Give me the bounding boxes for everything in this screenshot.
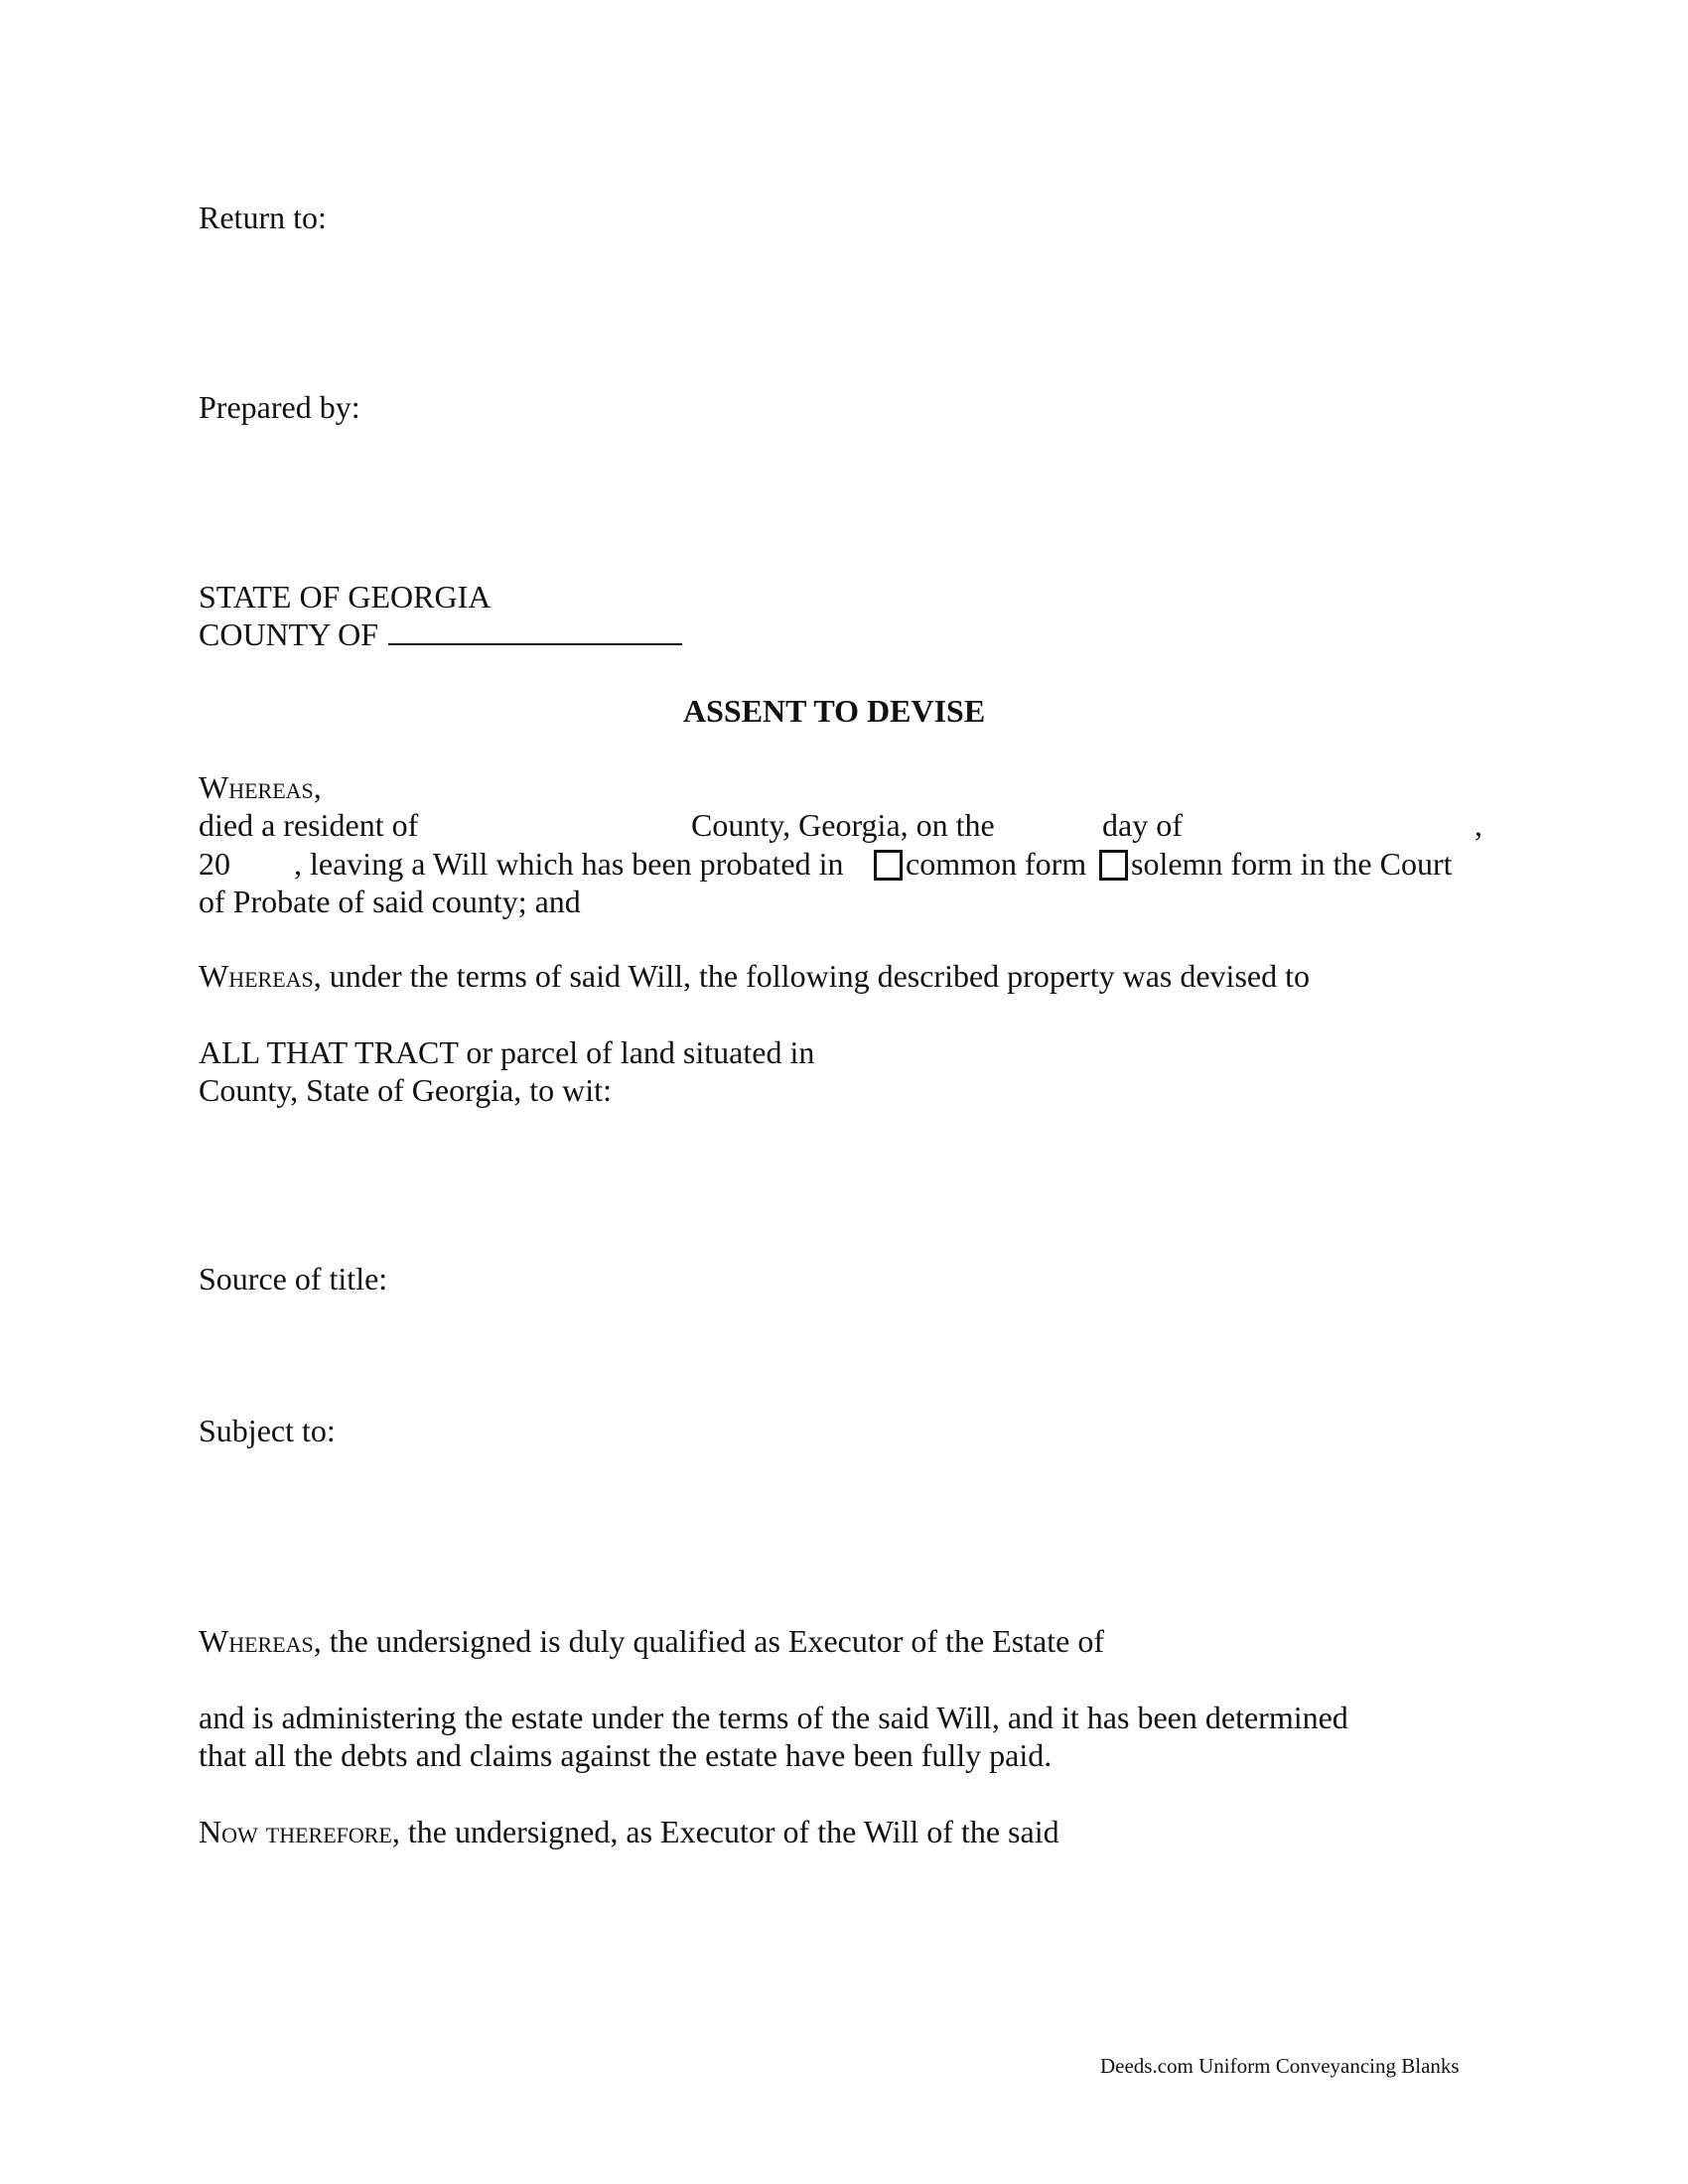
tract-line1: ALL THAT TRACT or parcel of land situated in — [199, 1034, 815, 1070]
para4-line1: and is administering the estate under the terms of the said Will, and it has been determined — [199, 1700, 1348, 1735]
para1-leaving-will: , leaving a Will which has been probated in — [294, 846, 844, 882]
footer-text: Deeds.com Uniform Conveyancing Blanks — [1100, 2054, 1460, 2078]
return-to-label: Return to: — [199, 200, 327, 235]
source-of-title-label: Source of title: — [199, 1261, 388, 1297]
para3-text: the undersigned is duly qualified as Executor of the Estate of — [329, 1623, 1104, 1659]
para1-day-of: day of — [1102, 807, 1183, 843]
subject-to-label: Subject to: — [199, 1413, 336, 1448]
county-line — [199, 615, 682, 654]
para2-whereas: Whereas, — [199, 958, 322, 994]
para5-text: the undersigned, as Executor of the Will of the said — [407, 1814, 1059, 1849]
para5 — [199, 1813, 1059, 1851]
prepared-by-label: Prepared by: — [199, 389, 360, 425]
para2 — [199, 957, 1310, 996]
county-label: COUNTY OF — [199, 616, 379, 652]
para1-county-georgia: County, Georgia, on the — [691, 807, 995, 843]
para1-solemn-form: solemn form in the Court — [1131, 846, 1453, 882]
para1-comma: , — [1475, 807, 1482, 843]
para3 — [199, 1622, 1104, 1661]
document-title: ASSENT TO DEVISE — [683, 693, 986, 729]
common-form-checkbox[interactable] — [874, 850, 903, 881]
solemn-form-checkbox[interactable] — [1099, 850, 1128, 881]
para1-whereas: Whereas, — [199, 769, 322, 805]
para5-now-therefore: Now therefore, — [199, 1814, 400, 1849]
para1-of-probate: of Probate of said county; and — [199, 884, 581, 919]
para2-text: under the terms of said Will, the following described property was devised to — [329, 958, 1310, 994]
para4-line2: that all the debts and claims against the estate have been fully paid. — [199, 1737, 1053, 1773]
para1-year-prefix: 20 — [199, 846, 230, 882]
para3-whereas: Whereas, — [199, 1623, 322, 1659]
county-blank — [388, 615, 682, 645]
state-line: STATE OF GEORGIA — [199, 579, 492, 614]
para1-died-resident: died a resident of — [199, 807, 419, 843]
tract-line2: County, State of Georgia, to wit: — [199, 1072, 612, 1108]
para1-common-form: common form — [906, 846, 1087, 882]
